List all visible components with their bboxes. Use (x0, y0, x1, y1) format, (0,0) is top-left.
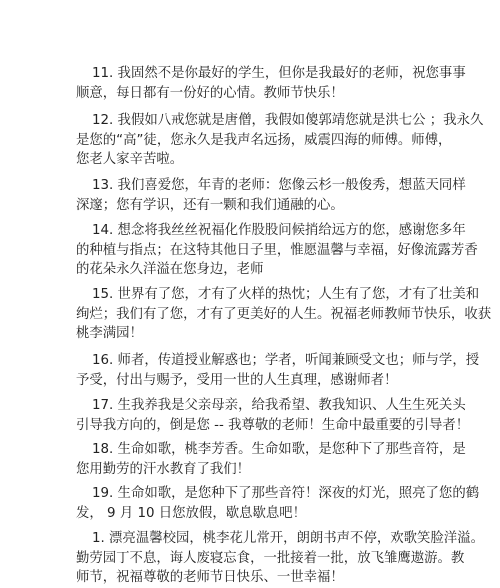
paragraph-11 (76, 64, 466, 103)
paragraph-line: 11. 我固然不是你最好的学生，但你是我最好的老师，祝您事事 (92, 66, 466, 81)
paragraph-17 (76, 396, 470, 435)
paragraph-line: 引导我方向的，倒是您 -- 我尊敬的老师！生命中最重要的引导者！ (76, 417, 470, 433)
paragraph-18 (76, 440, 466, 479)
paragraph-line: 15. 世界有了您，才有了火样的热忱；人生有了您，才有了壮美和 (92, 287, 480, 302)
paragraph-14 (76, 221, 478, 280)
paragraph-line: 12. 我假如八戒您就是唐僧，我假如傻郭靖您就是洪七公 ；我永久 (92, 113, 484, 128)
paragraph-15 (76, 285, 492, 344)
paragraph-line: 桃李满园！ (76, 326, 143, 341)
paragraph-12 (76, 111, 484, 170)
paragraph-line: 您老人家辛苦啦。 (76, 152, 184, 167)
paragraph-line: 的花朵永久洋溢在您身边，老师 (76, 262, 264, 277)
paragraph-line: 勤劳园丁不息，诲人废寝忘食，一批接着一批，放飞雏鹰遨游。教 (76, 550, 465, 566)
paragraph-line: 予受，付出与赐予，受用一世的人生真理，感谢师者！ (76, 372, 398, 388)
paragraph-line: 发， 9 月 10 日您放假，歇息歇息吧！ (76, 505, 307, 521)
paragraph-line: 深邃；您有学识，还有一颗和我们通融的心。 (76, 197, 344, 213)
paragraph-1 (76, 529, 484, 588)
paragraph-line: 17. 生我养我是父亲母亲，给我希望、教我知识、人生生死关头 (92, 398, 466, 413)
paragraph-line: 是您的“高”徒，您永久是我声名远扬，威震四海的师傅。师傅， (76, 132, 452, 148)
paragraph-line: 19. 生命如歌，是您种下了那些音符！深夜的灯光，照亮了您的鹤 (92, 486, 480, 501)
paragraph-line: 绚烂；我们有了您，才有了更美好的人生。祝福老师教师节快乐，收获 (76, 306, 492, 322)
paragraph-line: 13. 我们喜爱您，年青的老师：您像云杉一般俊秀，想蓝天同样 (92, 178, 466, 193)
paragraph-line: 14. 想念将我丝丝祝福化作股股问候捎给远方的您，感谢您多年 (92, 223, 466, 238)
paragraph-line: 师节，祝福尊敬的老师节日快乐、一世幸福！ (76, 570, 344, 585)
paragraph-line: 您用勤劳的汗水教育了我们！ (76, 461, 251, 477)
paragraph-16 (76, 351, 480, 390)
paragraph-line: 1. 漂亮温馨校园，桃李花儿常开，朗朗书声不停，欢歌笑脸洋溢。 (92, 531, 484, 546)
paragraph-line: 18. 生命如歌，桃李芳香。生命如歌，是您种下了那些音符，是 (92, 442, 466, 457)
paragraph-13 (76, 176, 466, 215)
paragraph-line: 顺意，每日都有一份好的心情。教师节快乐！ (76, 85, 344, 101)
paragraph-line: 16. 师者，传道授业解惑也；学者，听闻兼顾受文也；师与学，授 (92, 353, 480, 368)
paragraph-19 (76, 484, 480, 523)
paragraph-line: 的种植与指点；在这特其他日子里，惟愿温馨与幸福，好像流露芳香 (76, 242, 478, 258)
